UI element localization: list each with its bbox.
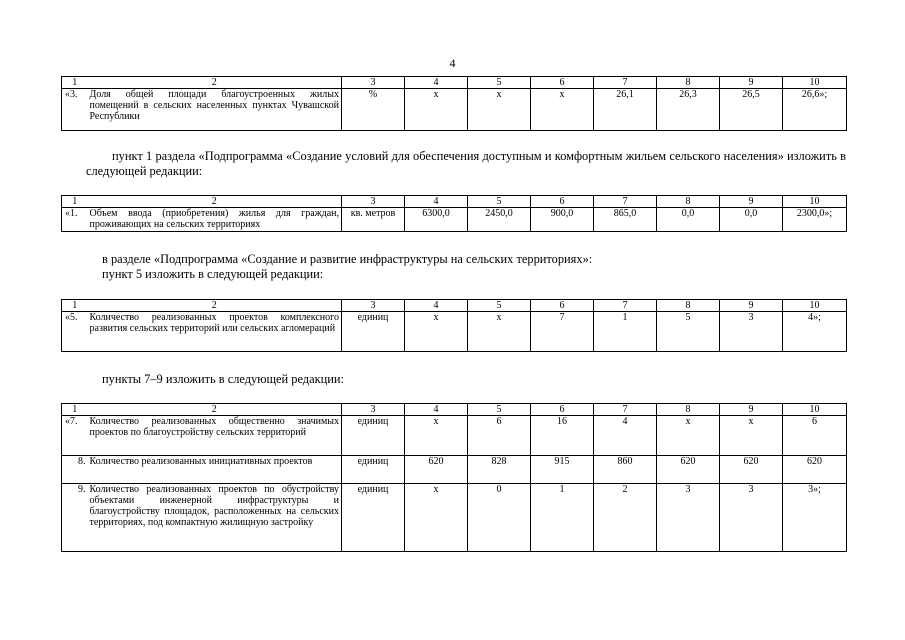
row-value: 2450,0 bbox=[468, 208, 531, 232]
row-value: 3 bbox=[657, 484, 720, 552]
row-value: 860 bbox=[594, 456, 657, 484]
header-cell: 9 bbox=[720, 196, 783, 208]
row-value: 0,0 bbox=[657, 208, 720, 232]
row-value: 7 bbox=[531, 312, 594, 352]
header-cell: 5 bbox=[468, 77, 531, 89]
row-value: 900,0 bbox=[531, 208, 594, 232]
paragraph-2 bbox=[86, 252, 846, 282]
table-row bbox=[62, 312, 847, 352]
table-2 bbox=[61, 195, 847, 232]
row-number: 9. bbox=[62, 484, 88, 552]
table-header-row bbox=[62, 196, 847, 208]
header-cell: 2 bbox=[88, 196, 342, 208]
row-value: 0,0 bbox=[720, 208, 783, 232]
header-cell: 2 bbox=[88, 404, 342, 416]
row-unit: единиц bbox=[342, 312, 405, 352]
row-unit: единиц bbox=[342, 484, 405, 552]
header-cell: 4 bbox=[405, 77, 468, 89]
header-cell: 8 bbox=[657, 196, 720, 208]
row-value: 4»; bbox=[783, 312, 847, 352]
row-number: 8. bbox=[62, 456, 88, 484]
row-number: «1. bbox=[62, 208, 88, 232]
row-indicator-name: Количество реализованных общественно значимых проектов по благоустройству сельских территорий bbox=[88, 416, 342, 456]
table-header-row bbox=[62, 77, 847, 89]
row-value: х bbox=[657, 416, 720, 456]
row-value: 3 bbox=[720, 484, 783, 552]
table-header-row bbox=[62, 404, 847, 416]
row-value: 6 bbox=[783, 416, 847, 456]
row-value: х bbox=[405, 312, 468, 352]
header-cell: 7 bbox=[594, 77, 657, 89]
row-indicator-name: Объем ввода (приобретения) жилья для граждан, проживающих на сельских территориях bbox=[88, 208, 342, 232]
header-cell: 1 bbox=[62, 404, 88, 416]
paragraph-text: пункт 5 изложить в следующей редакции: bbox=[102, 267, 324, 281]
header-cell: 4 bbox=[405, 300, 468, 312]
row-value: 16 bbox=[531, 416, 594, 456]
row-number: «3. bbox=[62, 89, 88, 131]
row-value: х bbox=[405, 484, 468, 552]
paragraph-text: пункт 1 раздела «Подпрограмма «Создание условий для обеспечения доступным и комфортным жильем сельского населения» изложить в следующей редакции: bbox=[86, 149, 846, 178]
row-value: 620 bbox=[783, 456, 847, 484]
header-cell: 4 bbox=[405, 404, 468, 416]
row-value: х bbox=[531, 89, 594, 131]
row-value: 3 bbox=[720, 312, 783, 352]
row-value: 4 bbox=[594, 416, 657, 456]
header-cell: 5 bbox=[468, 404, 531, 416]
row-value: 5 bbox=[657, 312, 720, 352]
header-cell: 2 bbox=[88, 300, 342, 312]
row-value: 2 bbox=[594, 484, 657, 552]
row-indicator-name: Количество реализованных инициативных проектов bbox=[88, 456, 342, 484]
row-value: 620 bbox=[405, 456, 468, 484]
row-value: 3»; bbox=[783, 484, 847, 552]
header-cell: 7 bbox=[594, 404, 657, 416]
row-value: 620 bbox=[657, 456, 720, 484]
table-row bbox=[62, 89, 847, 131]
header-cell: 10 bbox=[783, 77, 847, 89]
row-value: х bbox=[405, 89, 468, 131]
header-cell: 5 bbox=[468, 300, 531, 312]
header-cell: 6 bbox=[531, 404, 594, 416]
table-3 bbox=[61, 299, 847, 352]
table-row bbox=[62, 484, 847, 552]
row-value: 1 bbox=[531, 484, 594, 552]
header-cell: 9 bbox=[720, 77, 783, 89]
header-cell: 3 bbox=[342, 196, 405, 208]
page-number: 4 bbox=[449, 56, 456, 70]
header-cell: 7 bbox=[594, 196, 657, 208]
row-value: 26,1 bbox=[594, 89, 657, 131]
row-value: 828 bbox=[468, 456, 531, 484]
header-cell: 8 bbox=[657, 404, 720, 416]
header-cell: 3 bbox=[342, 404, 405, 416]
table-1 bbox=[61, 76, 847, 131]
header-cell: 8 bbox=[657, 300, 720, 312]
row-value: 0 bbox=[468, 484, 531, 552]
header-cell: 10 bbox=[783, 404, 847, 416]
row-unit: единиц bbox=[342, 456, 405, 484]
row-value: 26,3 bbox=[657, 89, 720, 131]
row-value: 865,0 bbox=[594, 208, 657, 232]
header-cell: 1 bbox=[62, 300, 88, 312]
row-number: «5. bbox=[62, 312, 88, 352]
header-cell: 10 bbox=[783, 300, 847, 312]
header-cell: 9 bbox=[720, 404, 783, 416]
table-row bbox=[62, 416, 847, 456]
row-value: х bbox=[405, 416, 468, 456]
row-value: 1 bbox=[594, 312, 657, 352]
paragraph-3 bbox=[86, 372, 846, 387]
row-value: 620 bbox=[720, 456, 783, 484]
row-unit: кв. метров bbox=[342, 208, 405, 232]
row-indicator-name: Количество реализованных проектов комплексного развития сельских территорий или сельских агломераций bbox=[88, 312, 342, 352]
paragraph-text: пункты 7–9 изложить в следующей редакции: bbox=[102, 372, 344, 386]
header-cell: 10 bbox=[783, 196, 847, 208]
header-cell: 6 bbox=[531, 300, 594, 312]
header-cell: 5 bbox=[468, 196, 531, 208]
row-indicator-name: Количество реализованных проектов по обустройству объектами инженерной инфраструктуры и благоустройству площадок, расположенных на сельских территориях, под компактную жилищную застройку bbox=[88, 484, 342, 552]
table-4 bbox=[61, 403, 847, 552]
row-value: 6 bbox=[468, 416, 531, 456]
paragraph-1 bbox=[86, 149, 846, 179]
header-cell: 3 bbox=[342, 77, 405, 89]
row-value: 26,5 bbox=[720, 89, 783, 131]
row-value: 26,6»; bbox=[783, 89, 847, 131]
header-cell: 6 bbox=[531, 77, 594, 89]
header-cell: 3 bbox=[342, 300, 405, 312]
header-cell: 1 bbox=[62, 196, 88, 208]
table-row bbox=[62, 456, 847, 484]
table-header-row bbox=[62, 300, 847, 312]
row-indicator-name: Доля общей площади благоустроенных жилых помещений в сельских населенных пунктах Чувашской Республики bbox=[88, 89, 342, 131]
table-row bbox=[62, 208, 847, 232]
header-cell: 4 bbox=[405, 196, 468, 208]
header-cell: 8 bbox=[657, 77, 720, 89]
header-cell: 7 bbox=[594, 300, 657, 312]
header-cell: 2 bbox=[88, 77, 342, 89]
row-value: 915 bbox=[531, 456, 594, 484]
row-value: х bbox=[468, 89, 531, 131]
header-cell: 1 bbox=[62, 77, 88, 89]
header-cell: 6 bbox=[531, 196, 594, 208]
row-unit: % bbox=[342, 89, 405, 131]
row-unit: единиц bbox=[342, 416, 405, 456]
row-value: 6300,0 bbox=[405, 208, 468, 232]
header-cell: 9 bbox=[720, 300, 783, 312]
row-number: «7. bbox=[62, 416, 88, 456]
row-value: х bbox=[720, 416, 783, 456]
row-value: х bbox=[468, 312, 531, 352]
row-value: 2300,0»; bbox=[783, 208, 847, 232]
paragraph-text: в разделе «Подпрограмма «Создание и развитие инфраструктуры на сельских территориях»: bbox=[102, 252, 593, 266]
